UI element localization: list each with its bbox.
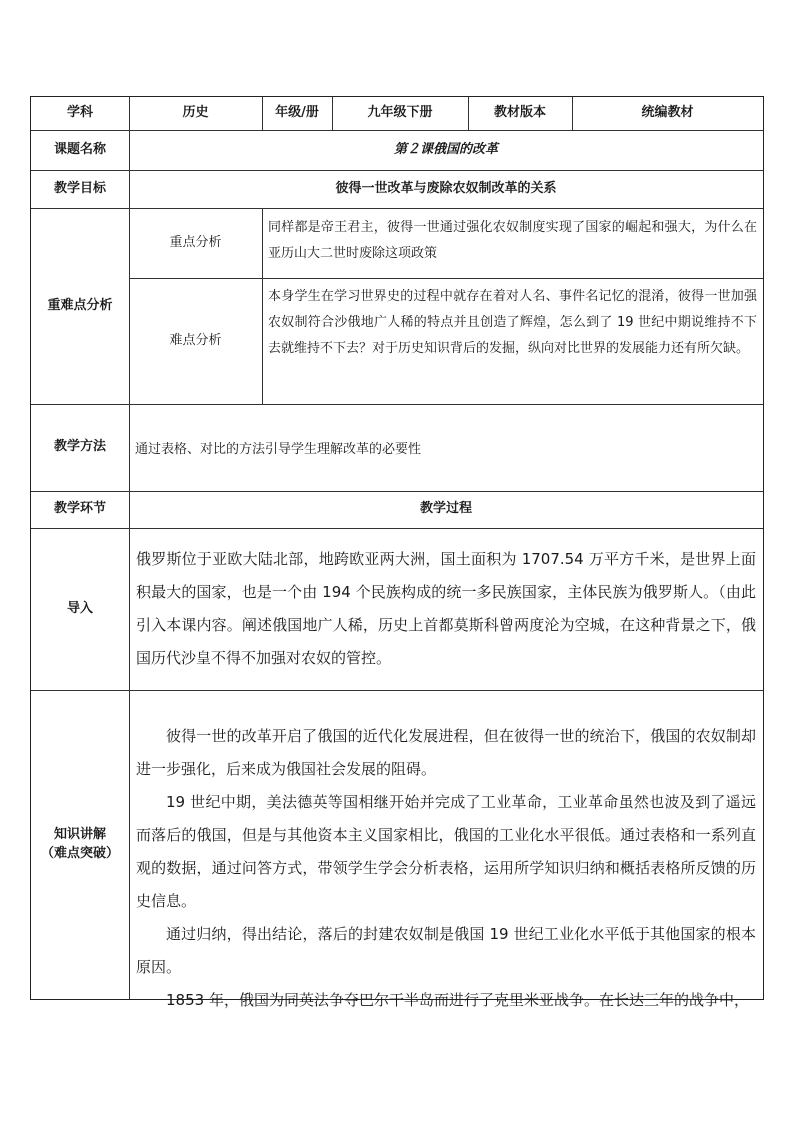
hard-analysis-text: 本身学生在学习世界史的过程中就存在着对人名、事件名记忆的混淆，彼得一世加强农奴制符合沙俄地广人稀的特点并且创造了辉煌，怎么到了 19 世纪中期说维持不下去就维持不下去？对于历史知识背后的发掘，纵向对比世界的发展能力还有所欠缺。 bbox=[268, 289, 757, 356]
edition-value: 统编教材 bbox=[641, 105, 694, 121]
key-analysis-label: 重点分析 bbox=[169, 234, 222, 250]
knowledge-paragraph: 1853 年，俄国为同英法争夺巴尔干半岛而进行了克里米亚战争。在长达三年的战争中， bbox=[166, 991, 749, 1009]
intro-label: 导入 bbox=[66, 600, 93, 616]
key-analysis-text: 同样都是帝王君主，彼得一世通过强化农奴制度实现了国家的崛起和强大，为什么在亚历山大二世时废除这项政策 bbox=[268, 220, 757, 261]
knowledge-content bbox=[136, 720, 756, 1017]
process-header-value: 教学过程 bbox=[419, 501, 472, 517]
knowledge-paragraph: 19 世纪中期，美法德英等国相继开始并完成了工业革命，工业革命虽然也波及到了遥远而落后的俄国，但是与其他资本主义国家相比，俄国的工业化水平很低。通过表格和一系列直观的数据，通过问答方式，带领学生学会分析表格，运用所学知识归纳和概括表格所反馈的历史信息。 bbox=[136, 793, 756, 910]
subject-value: 历史 bbox=[182, 105, 209, 121]
lesson-title-value: 第２课俄国的改革 bbox=[393, 141, 498, 157]
knowledge-label-sub: （难点突破） bbox=[40, 845, 119, 861]
method-value: 通过表格、对比的方法引导学生理解改革的必要性 bbox=[135, 442, 422, 457]
knowledge-paragraph: 通过归纳，得出结论，落后的封建农奴制是俄国 19 世纪工业化水平低于其他国家的根本原因。 bbox=[136, 925, 756, 976]
grade-value: 九年级下册 bbox=[367, 105, 433, 121]
knowledge-label bbox=[31, 690, 129, 999]
knowledge-label-main: 知识讲解 bbox=[53, 827, 106, 843]
hard-analysis-label: 难点分析 bbox=[169, 332, 222, 348]
intro-text: 俄罗斯位于亚欧大陆北部，地跨欧亚两大洲，国土面积为 1707.54 万平方千米，是世界上面积最大的国家，也是一个由 194 个民族构成的统一多民族国家，主体民族为俄罗斯人。（由此引入本课内容。阐述俄国地广人稀，历史上首都莫斯科曾两度沦为空城，在这种背景之下，俄国历代沙皇不得不加强对农奴的管控。 bbox=[136, 550, 756, 667]
knowledge-paragraph: 彼得一世的改革开启了俄国的近代化发展进程，但在彼得一世的统治下，俄国的农奴制却进一步强化，后来成为俄国社会发展的阻碍。 bbox=[136, 727, 756, 778]
edition-label: 教材版本 bbox=[493, 105, 546, 121]
subject-label: 学科 bbox=[66, 105, 93, 121]
method-label: 教学方法 bbox=[53, 439, 106, 455]
difficulty-label: 重难点分析 bbox=[47, 297, 113, 313]
objective-value: 彼得一世改革与废除农奴制改革的关系 bbox=[335, 180, 557, 196]
objective-label: 教学目标 bbox=[53, 180, 106, 196]
lesson-title-label: 课题名称 bbox=[53, 141, 106, 157]
lesson-plan-table bbox=[30, 96, 764, 1009]
process-step-label: 教学环节 bbox=[53, 501, 106, 517]
grade-label: 年级/册 bbox=[275, 105, 319, 121]
